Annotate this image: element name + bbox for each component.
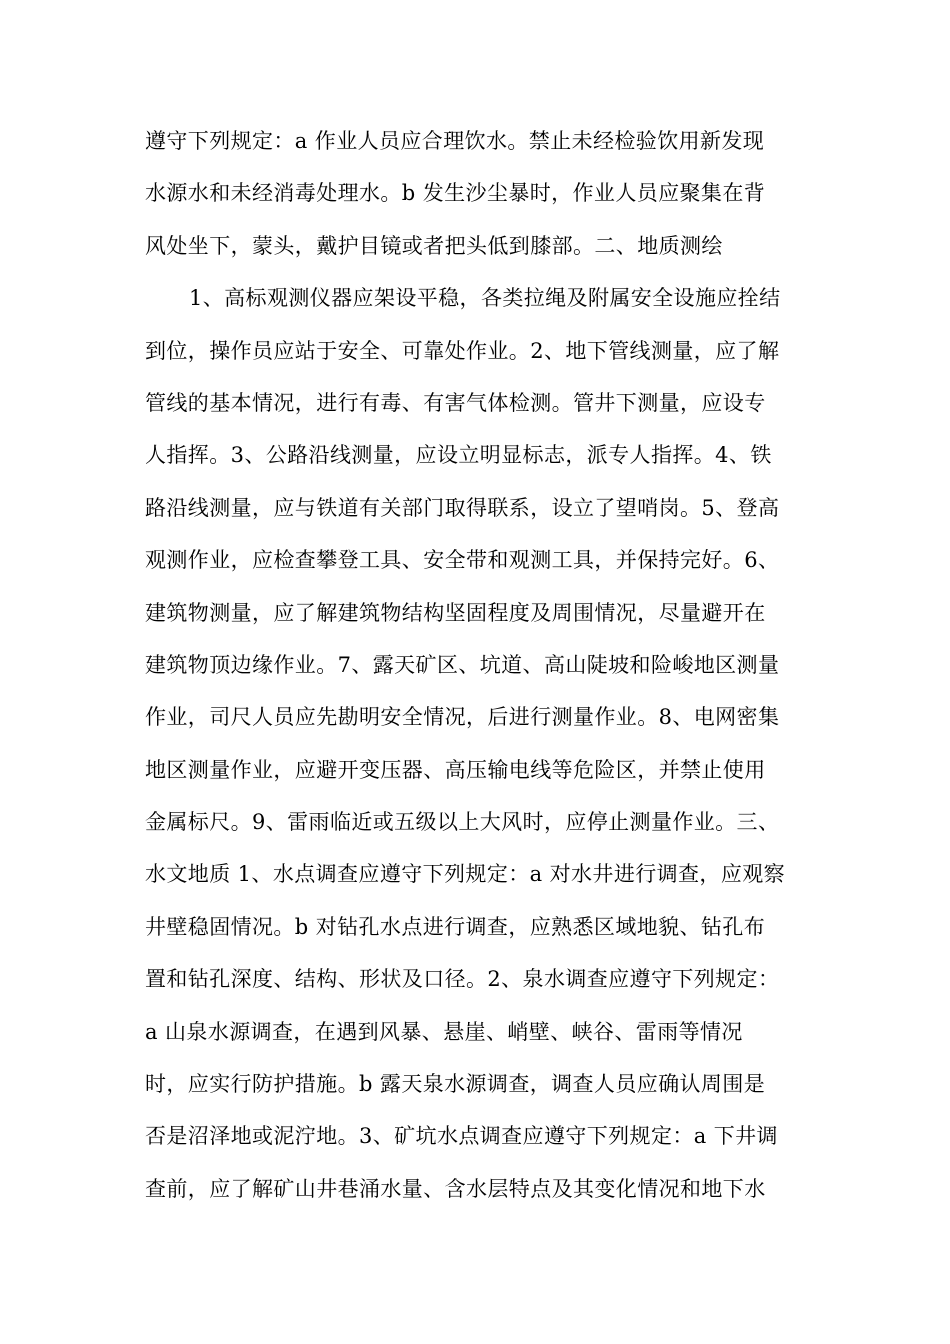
text-line: 查前，应了解矿山井巷涌水量、含水层特点及其变化情况和地下水 [145, 1176, 766, 1201]
text-line: 管线的基本情况，进行有毒、有害气体检测。管井下测量，应设专 [145, 390, 766, 415]
text-line: 到位，操作员应站于安全、可靠处作业。2、地下管线测量，应了解 [145, 338, 780, 363]
text-line: 时，应实行防护措施。b 露天泉水源调查，调查人员应确认周围是 [145, 1072, 766, 1097]
text-line: 路沿线测量，应与铁道有关部门取得联系，设立了望哨岗。5、登高 [145, 495, 780, 520]
body-text [145, 115, 825, 1215]
text-line: 水源水和未经消毒处理水。b 发生沙尘暴时，作业人员应聚集在背 [145, 181, 766, 206]
text-line: 否是沼泽地或泥泞地。3、矿坑水点调查应遵守下列规定：a 下井调 [145, 1124, 778, 1149]
text-line: 建筑物顶边缘作业。7、露天矿区、坑道、高山陡坡和险峻地区测量 [145, 652, 780, 677]
text-line: 观测作业，应检查攀登工具、安全带和观测工具，并保持完好。6、 [145, 548, 780, 573]
text-line: 置和钻孔深度、结构、形状及口径。2、泉水调查应遵守下列规定： [145, 967, 780, 992]
text-line: 遵守下列规定：a 作业人员应合理饮水。禁止未经检验饮用新发现 [145, 129, 765, 153]
text-line: 井壁稳固情况。b 对钻孔水点进行调查，应熟悉区域地貌、钻孔布 [145, 914, 766, 939]
text-line: 地区测量作业，应避开变压器、高压输电线等危险区，并禁止使用 [145, 757, 766, 782]
text-line: 水文地质 1、水点调查应遵守下列规定：a 对水井进行调查，应观察 [145, 862, 786, 887]
text-line: 人指挥。3、公路沿线测量，应设立明显标志，派专人指挥。4、铁 [145, 443, 772, 468]
text-line: 作业，司尺人员应先勘明安全情况，后进行测量作业。8、电网密集 [145, 705, 780, 730]
text-line: 建筑物测量，应了解建筑物结构坚固程度及周围情况，尽量避开在 [145, 600, 766, 625]
text-line-paragraph-start: 1、高标观测仪器应架设平稳，各类拉绳及附属安全设施应拴结 [189, 286, 781, 311]
text-line: a 山泉水源调查，在遇到风暴、悬崖、峭壁、峡谷、雷雨等情况 [145, 1019, 743, 1044]
text-line: 风处坐下，蒙头，戴护目镜或者把头低到膝部。二、地质测绘 [145, 233, 723, 258]
text-line: 金属标尺。9、雷雨临近或五级以上大风时，应停止测量作业。三、 [145, 810, 780, 835]
